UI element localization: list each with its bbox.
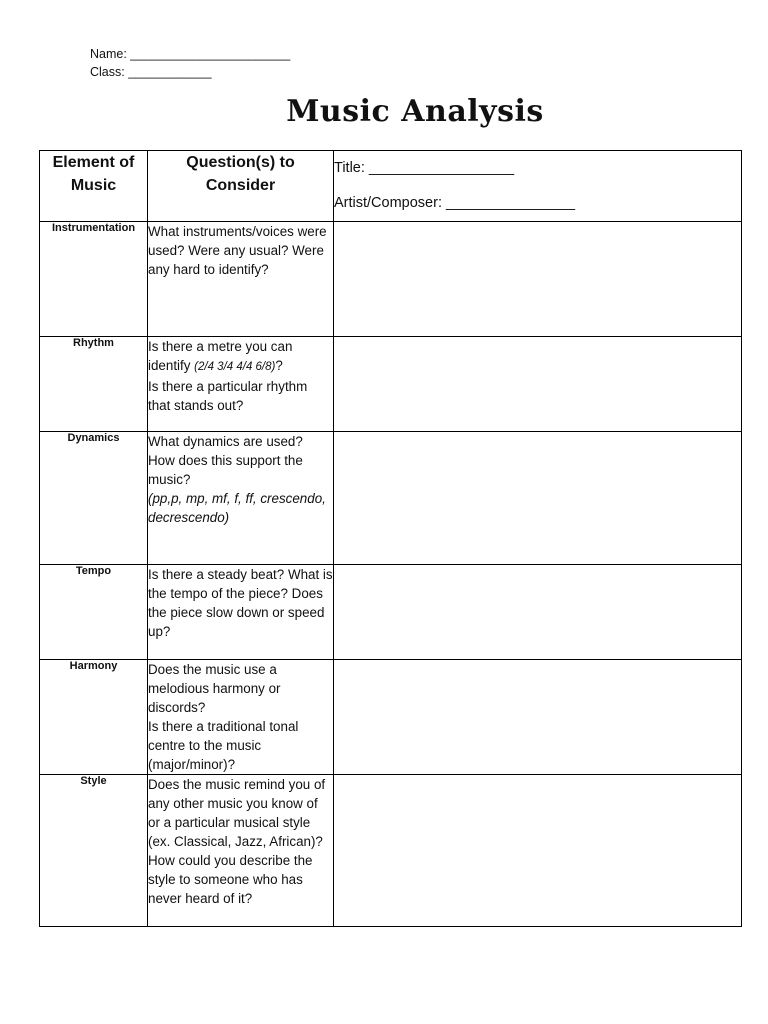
element-label: Harmony bbox=[40, 660, 148, 775]
question-text bbox=[148, 337, 334, 432]
answer-column-header bbox=[334, 151, 742, 222]
name-field[interactable]: Name: _______________________ bbox=[90, 47, 291, 61]
artist-composer-field[interactable]: Artist/Composer: ________________ bbox=[334, 195, 576, 211]
class-field[interactable]: Class: ____________ bbox=[90, 65, 212, 79]
question-text bbox=[148, 660, 334, 775]
table-row bbox=[40, 222, 742, 337]
element-label: Rhythm bbox=[40, 337, 148, 432]
question-text-part: Does the music use a melodious harmony or discords? bbox=[148, 662, 281, 715]
answer-cell-rhythm[interactable] bbox=[334, 337, 742, 432]
question-text-part: Is there a particular rhythm that stands out? bbox=[148, 379, 308, 413]
element-label: Instrumentation bbox=[40, 222, 148, 337]
question-text-part: Is there a traditional tonal centre to the music (major/minor)? bbox=[148, 719, 299, 772]
student-info bbox=[90, 45, 290, 81]
answer-cell-instrumentation[interactable] bbox=[334, 222, 742, 337]
table-row bbox=[40, 775, 742, 927]
question-text: What instruments/voices were used? Were any usual? Were any hard to identify? bbox=[148, 222, 334, 337]
question-text-part: What dynamics are used? How does this support the music? bbox=[148, 434, 303, 487]
element-column-header bbox=[40, 151, 148, 222]
question-header-line-1: Question(s) to bbox=[186, 154, 295, 171]
answer-cell-harmony[interactable] bbox=[334, 660, 742, 775]
title-field[interactable]: Title: __________________ bbox=[334, 160, 515, 176]
answer-cell-dynamics[interactable] bbox=[334, 432, 742, 565]
table-row bbox=[40, 660, 742, 775]
table-row bbox=[40, 432, 742, 565]
element-header-line-1: Element of bbox=[52, 154, 135, 171]
question-column-header bbox=[148, 151, 334, 222]
metre-examples: (2/4 3/4 4/4 6/8) bbox=[194, 361, 276, 373]
element-label: Dynamics bbox=[40, 432, 148, 565]
analysis-table bbox=[39, 150, 742, 927]
answer-cell-style[interactable] bbox=[334, 775, 742, 927]
question-text: Does the music remind you of any other music you know of or a particular musical style (ex. Classical, Jazz, African)? How could you describe the style to someone who has never heard of it? bbox=[148, 775, 334, 927]
question-text-part: ? bbox=[275, 358, 283, 373]
question-text-part: Is there a metre you can identify bbox=[148, 339, 293, 373]
element-label: Style bbox=[40, 775, 148, 927]
table-row bbox=[40, 565, 742, 660]
element-label: Tempo bbox=[40, 565, 148, 660]
question-text bbox=[148, 432, 334, 565]
table-header-row bbox=[40, 151, 742, 222]
table-row bbox=[40, 337, 742, 432]
element-header-line-2: Music bbox=[70, 177, 117, 194]
dynamics-examples: (pp,p, mp, mf, f, ff, crescendo, decrescendo) bbox=[148, 491, 326, 525]
answer-cell-tempo[interactable] bbox=[334, 565, 742, 660]
page-title: Music Analysis bbox=[286, 94, 544, 129]
question-header-line-2: Consider bbox=[205, 177, 276, 194]
question-text: Is there a steady beat? What is the tempo of the piece? Does the piece slow down or speed up? bbox=[148, 565, 334, 660]
